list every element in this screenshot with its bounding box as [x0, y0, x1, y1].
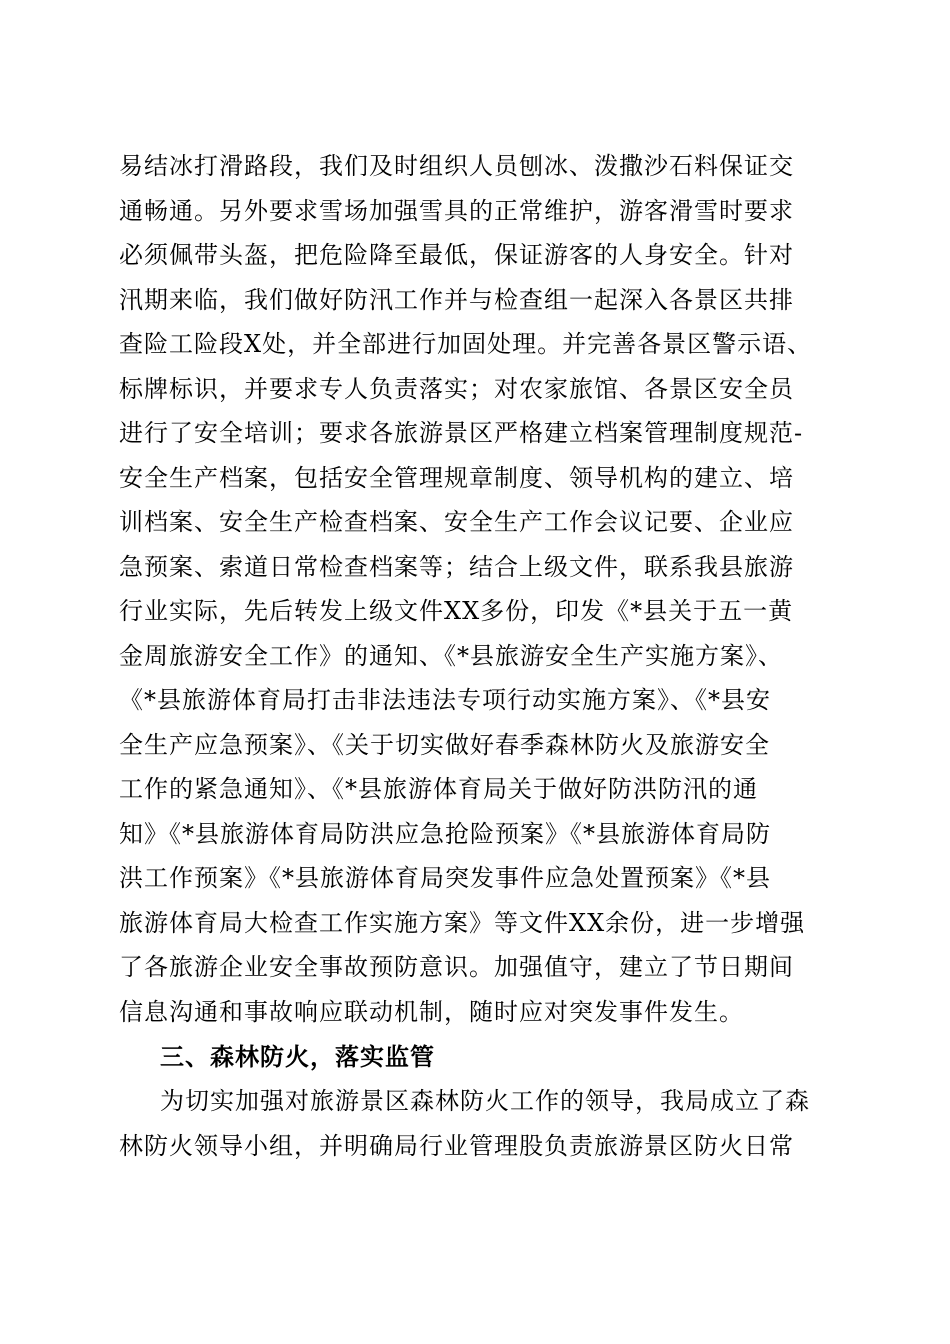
body-line: 了各旅游企业安全事故预防意识。加强值守，建立了节日期间: [119, 953, 794, 981]
body-line: 旅游体育局大检查工作实施方案》等文件XX余份，进一步增强: [119, 909, 806, 937]
body-line: 洪工作预案》《*县旅游体育局突发事件应急处置预案》《*县: [119, 864, 771, 892]
body-line: 安全生产档案，包括安全管理规章制度、领导机构的建立、培: [119, 464, 794, 492]
body-line: 工作的紧急通知》、《*县旅游体育局关于做好防洪防汛的通: [119, 775, 758, 803]
body-line: 训档案、安全生产检查档案、安全生产工作会议记要、企业应: [119, 508, 794, 536]
body-line: 知》《*县旅游体育局防洪应急抢险预案》《*县旅游体育局防: [119, 820, 771, 848]
body-line: 行业实际，先后转发上级文件XX多份，印发《*县关于五一黄: [119, 597, 794, 625]
body-line: 金周旅游安全工作》的通知、《*县旅游安全生产实施方案》、: [119, 642, 783, 670]
body-line: 林防火领导小组，并明确局行业管理股负责旅游景区防火日常: [119, 1132, 794, 1160]
body-line: 进行了安全培训；要求各旅游景区严格建立档案管理制度规范-: [119, 419, 804, 447]
body-line: 为切实加强对旅游景区森林防火工作的领导，我局成立了森: [160, 1087, 810, 1115]
body-line: 通畅通。另外要求雪场加强雪具的正常维护，游客滑雪时要求: [119, 197, 794, 225]
body-line: 查险工险段X处，并全部进行加固处理。并完善各景区警示语、: [119, 330, 813, 358]
body-line: 标牌标识，并要求专人负责落实；对农家旅馆、各景区安全员: [119, 375, 794, 403]
body-line: 全生产应急预案》、《关于切实做好春季森林防火及旅游安全: [119, 731, 770, 759]
section-heading: 三、森林防火，落实监管: [160, 1043, 435, 1071]
body-line: 《*县旅游体育局打击非法违法专项行动实施方案》、《*县安: [119, 686, 771, 714]
body-line: 汛期来临，我们做好防汛工作并与检查组一起深入各景区共排: [119, 286, 794, 314]
body-line: 信息沟通和事故响应联动机制，随时应对突发事件发生。: [119, 998, 744, 1026]
body-line: 急预案、索道日常检查档案等；结合上级文件，联系我县旅游: [119, 553, 794, 581]
body-line: 易结冰打滑路段，我们及时组织人员刨冰、泼撒沙石料保证交: [119, 152, 794, 180]
body-line: 必须佩带头盔，把危险降至最低，保证游客的人身安全。针对: [119, 241, 794, 269]
